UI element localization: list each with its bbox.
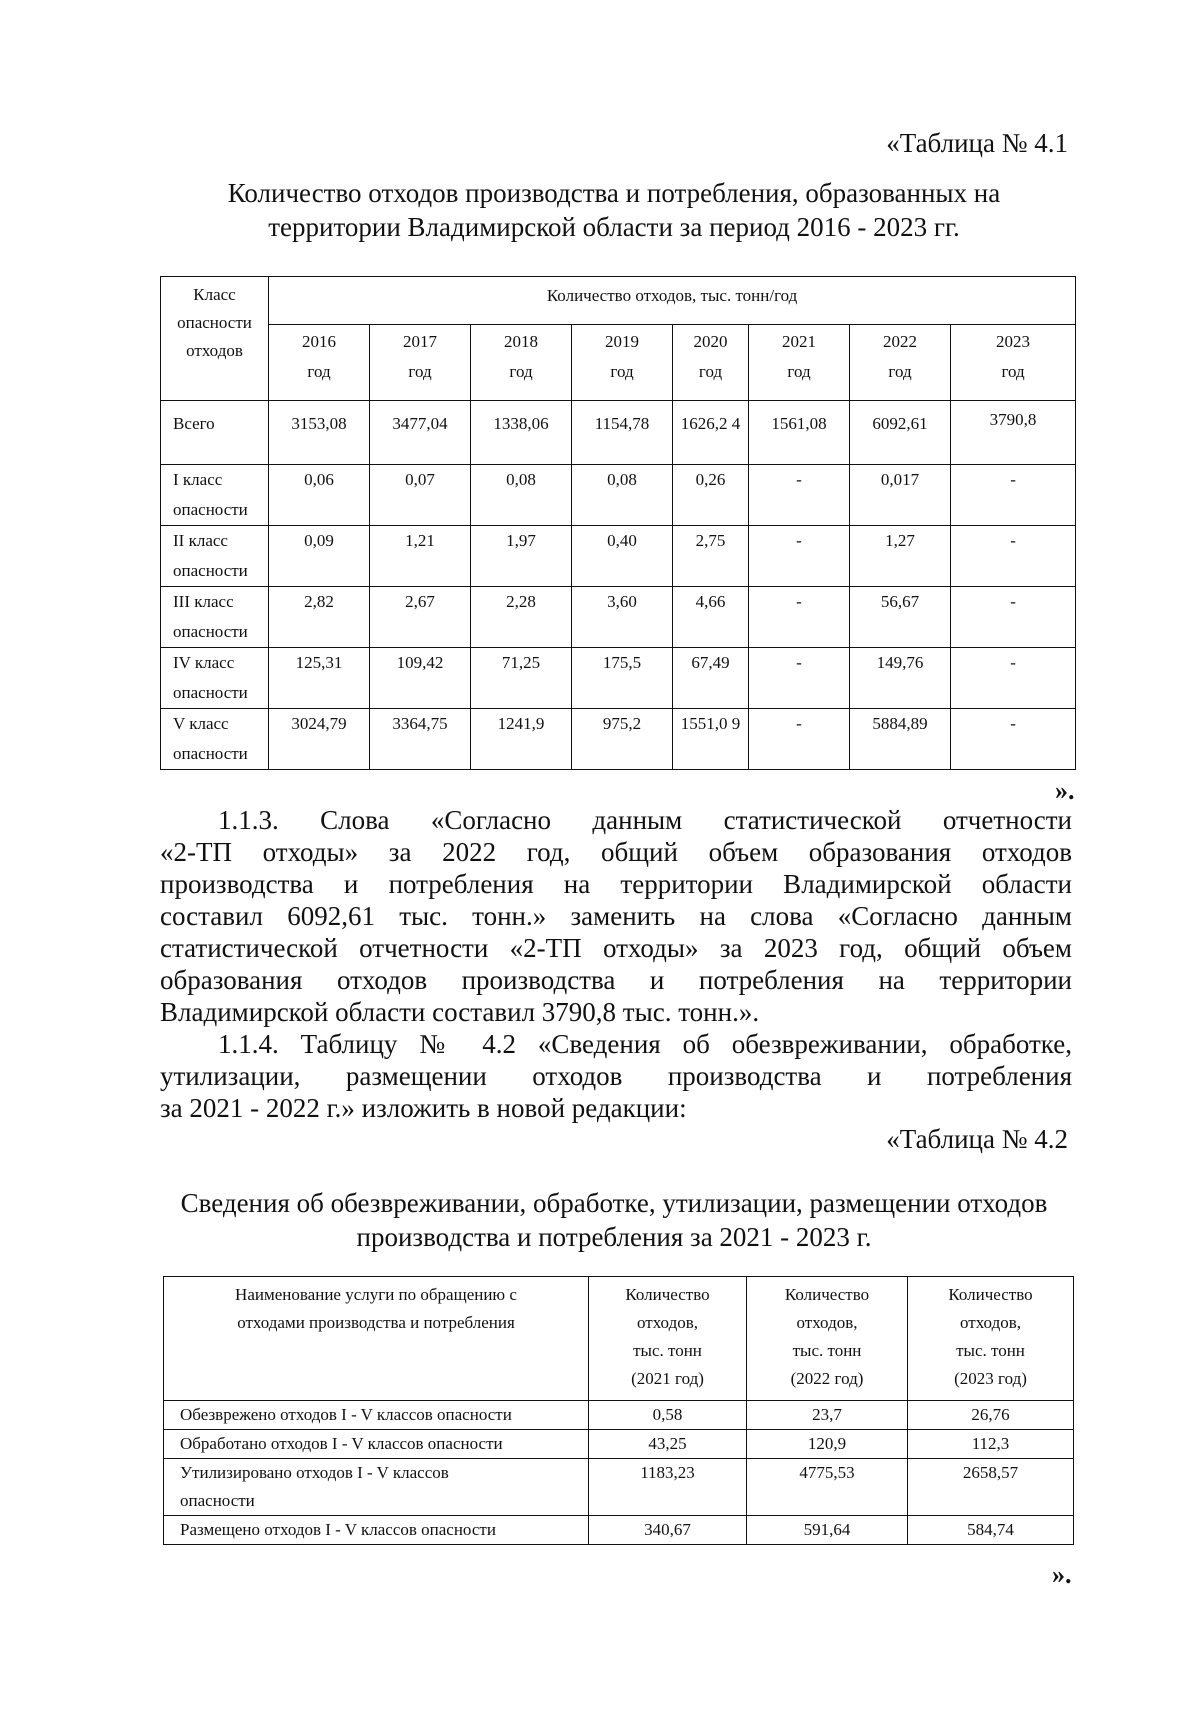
- table-cell: 0,017: [850, 465, 951, 526]
- table-cell: 56,67: [850, 587, 951, 648]
- table-cell: 112,3: [908, 1430, 1074, 1459]
- service-name: Обработано отходов I - V классов опасности: [164, 1430, 589, 1459]
- header-years-row: [161, 325, 1076, 401]
- table-cell: 975,2: [572, 709, 673, 770]
- table-cell: 1561,08: [749, 401, 850, 465]
- row-label: I класс опасности: [161, 465, 269, 526]
- table-cell: 3790,8: [951, 401, 1076, 465]
- service-name: Размещено отходов I - V классов опасности: [164, 1516, 589, 1545]
- paragraph-line: образования отходов производства и потребления на территории: [160, 965, 1072, 995]
- table-cell: 4775,53: [747, 1459, 908, 1516]
- table-cell: 2,67: [370, 587, 471, 648]
- table-4-1-title-line2: территории Владимирской области за период 2016 - 2023 гг.: [268, 212, 960, 242]
- table-4-2-title: [140, 1186, 1088, 1254]
- table-row: [164, 1401, 1074, 1430]
- table-cell: 3477,04: [370, 401, 471, 465]
- header-hazard-class: Класс опасности отходов: [161, 277, 269, 401]
- service-name: Утилизировано отходов I - V классов опасности: [164, 1459, 589, 1516]
- table-cell: 5884,89: [850, 709, 951, 770]
- table-cell: 1183,23: [589, 1459, 747, 1516]
- table-cell: -: [749, 648, 850, 709]
- header-qty-2021: Количество отходов, тыс. тонн (2021 год): [589, 1277, 747, 1401]
- table-cell: 175,5: [572, 648, 673, 709]
- paragraph-line: составил 6092,61 тыс. тонн.» заменить на слова «Согласно данным: [160, 901, 1072, 931]
- table-4-1: [160, 276, 1076, 770]
- table-cell: 1,27: [850, 526, 951, 587]
- table-cell: 4,66: [673, 587, 749, 648]
- table-cell: 1626,2 4: [673, 401, 749, 465]
- header-year-2016: 2016 год: [269, 325, 370, 401]
- table-cell: 149,76: [850, 648, 951, 709]
- header-year-2017: 2017 год: [370, 325, 471, 401]
- table-cell: 0,08: [471, 465, 572, 526]
- header-qty-2022: Количество отходов, тыс. тонн (2022 год): [747, 1277, 908, 1401]
- table-cell: 1,21: [370, 526, 471, 587]
- header-year-2021: 2021 год: [749, 325, 850, 401]
- table-cell: 0,26: [673, 465, 749, 526]
- table-cell: 591,64: [747, 1516, 908, 1545]
- header-year-2018: 2018 год: [471, 325, 572, 401]
- table-cell: 125,31: [269, 648, 370, 709]
- table-4-1-label: «Таблица № 4.1: [886, 128, 1068, 158]
- header-year-2019: 2019 год: [572, 325, 673, 401]
- table-4-2-closing-quote: ».: [1052, 1560, 1072, 1589]
- table-cell: 1,97: [471, 526, 572, 587]
- table-cell: 2,28: [471, 587, 572, 648]
- paragraph-line: производства и потребления на территории Владимирской области: [160, 869, 1072, 899]
- paragraph-line: 1.1.4. Таблицу № 4.2 «Сведения об обезвреживании, обработке,: [218, 1029, 1072, 1059]
- table-4-2: [163, 1276, 1074, 1545]
- table-4-2-title-line2: производства и потребления за 2021 - 2023 г.: [356, 1222, 872, 1252]
- header-year-2020: 2020 год: [673, 325, 749, 401]
- row-label: III класс опасности: [161, 587, 269, 648]
- table-cell: 3,60: [572, 587, 673, 648]
- table-cell: 3364,75: [370, 709, 471, 770]
- table-cell: 26,76: [908, 1401, 1074, 1430]
- table-cell: 0,09: [269, 526, 370, 587]
- table-cell: -: [749, 526, 850, 587]
- table-cell: 3024,79: [269, 709, 370, 770]
- table-cell: 0,40: [572, 526, 673, 587]
- table-cell: 584,74: [908, 1516, 1074, 1545]
- table-4-1-closing-quote: ».: [1055, 776, 1075, 805]
- table-cell: 1551,0 9: [673, 709, 749, 770]
- table-4-2-title-line1: Сведения об обезвреживании, обработке, утилизации, размещении отходов: [180, 1188, 1048, 1218]
- header-qty-2023: Количество отходов, тыс. тонн (2023 год): [908, 1277, 1074, 1401]
- table-cell: 109,42: [370, 648, 471, 709]
- table-row: [161, 648, 1076, 709]
- service-name: Обезврежено отходов I - V классов опасности: [164, 1401, 589, 1430]
- header-service-name: Наименование услуги по обращению с отходами производства и потребления: [164, 1277, 589, 1401]
- paragraph-line: статистической отчетности «2-ТП отходы» за 2023 год, общий объем: [160, 933, 1072, 963]
- table-cell: 0,06: [269, 465, 370, 526]
- table-cell: -: [951, 709, 1076, 770]
- table-row: [164, 1430, 1074, 1459]
- row-label: Всего: [161, 401, 269, 465]
- table-row: [161, 526, 1076, 587]
- table-cell: 340,67: [589, 1516, 747, 1545]
- table-cell: 1154,78: [572, 401, 673, 465]
- table-cell: 120,9: [747, 1430, 908, 1459]
- paragraph-line: утилизации, размещении отходов производства и потребления: [160, 1061, 1072, 1091]
- table-row: [161, 587, 1076, 648]
- table-4-2-label: «Таблица № 4.2: [886, 1124, 1068, 1154]
- table-cell: -: [749, 587, 850, 648]
- table-cell: 2658,57: [908, 1459, 1074, 1516]
- header-year-2022: 2022 год: [850, 325, 951, 401]
- table-cell: -: [951, 526, 1076, 587]
- header-waste-quantity: Количество отходов, тыс. тонн/год: [269, 277, 1076, 325]
- table-cell: 6092,61: [850, 401, 951, 465]
- paragraph-line: Владимирской области составил 3790,8 тыс. тонн.».: [160, 997, 760, 1027]
- table-row: [164, 1459, 1074, 1516]
- table-cell: -: [951, 648, 1076, 709]
- table-cell: 1241,9: [471, 709, 572, 770]
- table-header-row: [164, 1277, 1074, 1401]
- table-row: [161, 709, 1076, 770]
- table-cell: 0,58: [589, 1401, 747, 1430]
- table-4-1-title: [150, 176, 1078, 244]
- row-label: IV класс опасности: [161, 648, 269, 709]
- table-cell: -: [749, 709, 850, 770]
- table-row: [164, 1516, 1074, 1545]
- table-cell: 0,07: [370, 465, 471, 526]
- table-cell: 1338,06: [471, 401, 572, 465]
- table-cell: -: [749, 465, 850, 526]
- table-cell: 2,82: [269, 587, 370, 648]
- table-row: [161, 401, 1076, 465]
- table-cell: 3153,08: [269, 401, 370, 465]
- table-cell: -: [951, 465, 1076, 526]
- table-cell: 23,7: [747, 1401, 908, 1430]
- row-label: V класс опасности: [161, 709, 269, 770]
- paragraph-line: «2-ТП отходы» за 2022 год, общий объем образования отходов: [160, 837, 1072, 867]
- table-cell: 0,08: [572, 465, 673, 526]
- table-cell: 2,75: [673, 526, 749, 587]
- paragraph-line: за 2021 - 2022 г.» изложить в новой редакции:: [160, 1093, 687, 1123]
- paragraph-line: 1.1.3. Слова «Согласно данным статистической отчетности: [218, 805, 1072, 835]
- row-label: II класс опасности: [161, 526, 269, 587]
- table-cell: 71,25: [471, 648, 572, 709]
- table-cell: -: [951, 587, 1076, 648]
- table-cell: 67,49: [673, 648, 749, 709]
- header-year-2023: 2023 год: [951, 325, 1076, 401]
- table-4-1-title-line1: Количество отходов производства и потребления, образованных на: [227, 178, 1001, 208]
- table-row: [161, 465, 1076, 526]
- table-cell: 43,25: [589, 1430, 747, 1459]
